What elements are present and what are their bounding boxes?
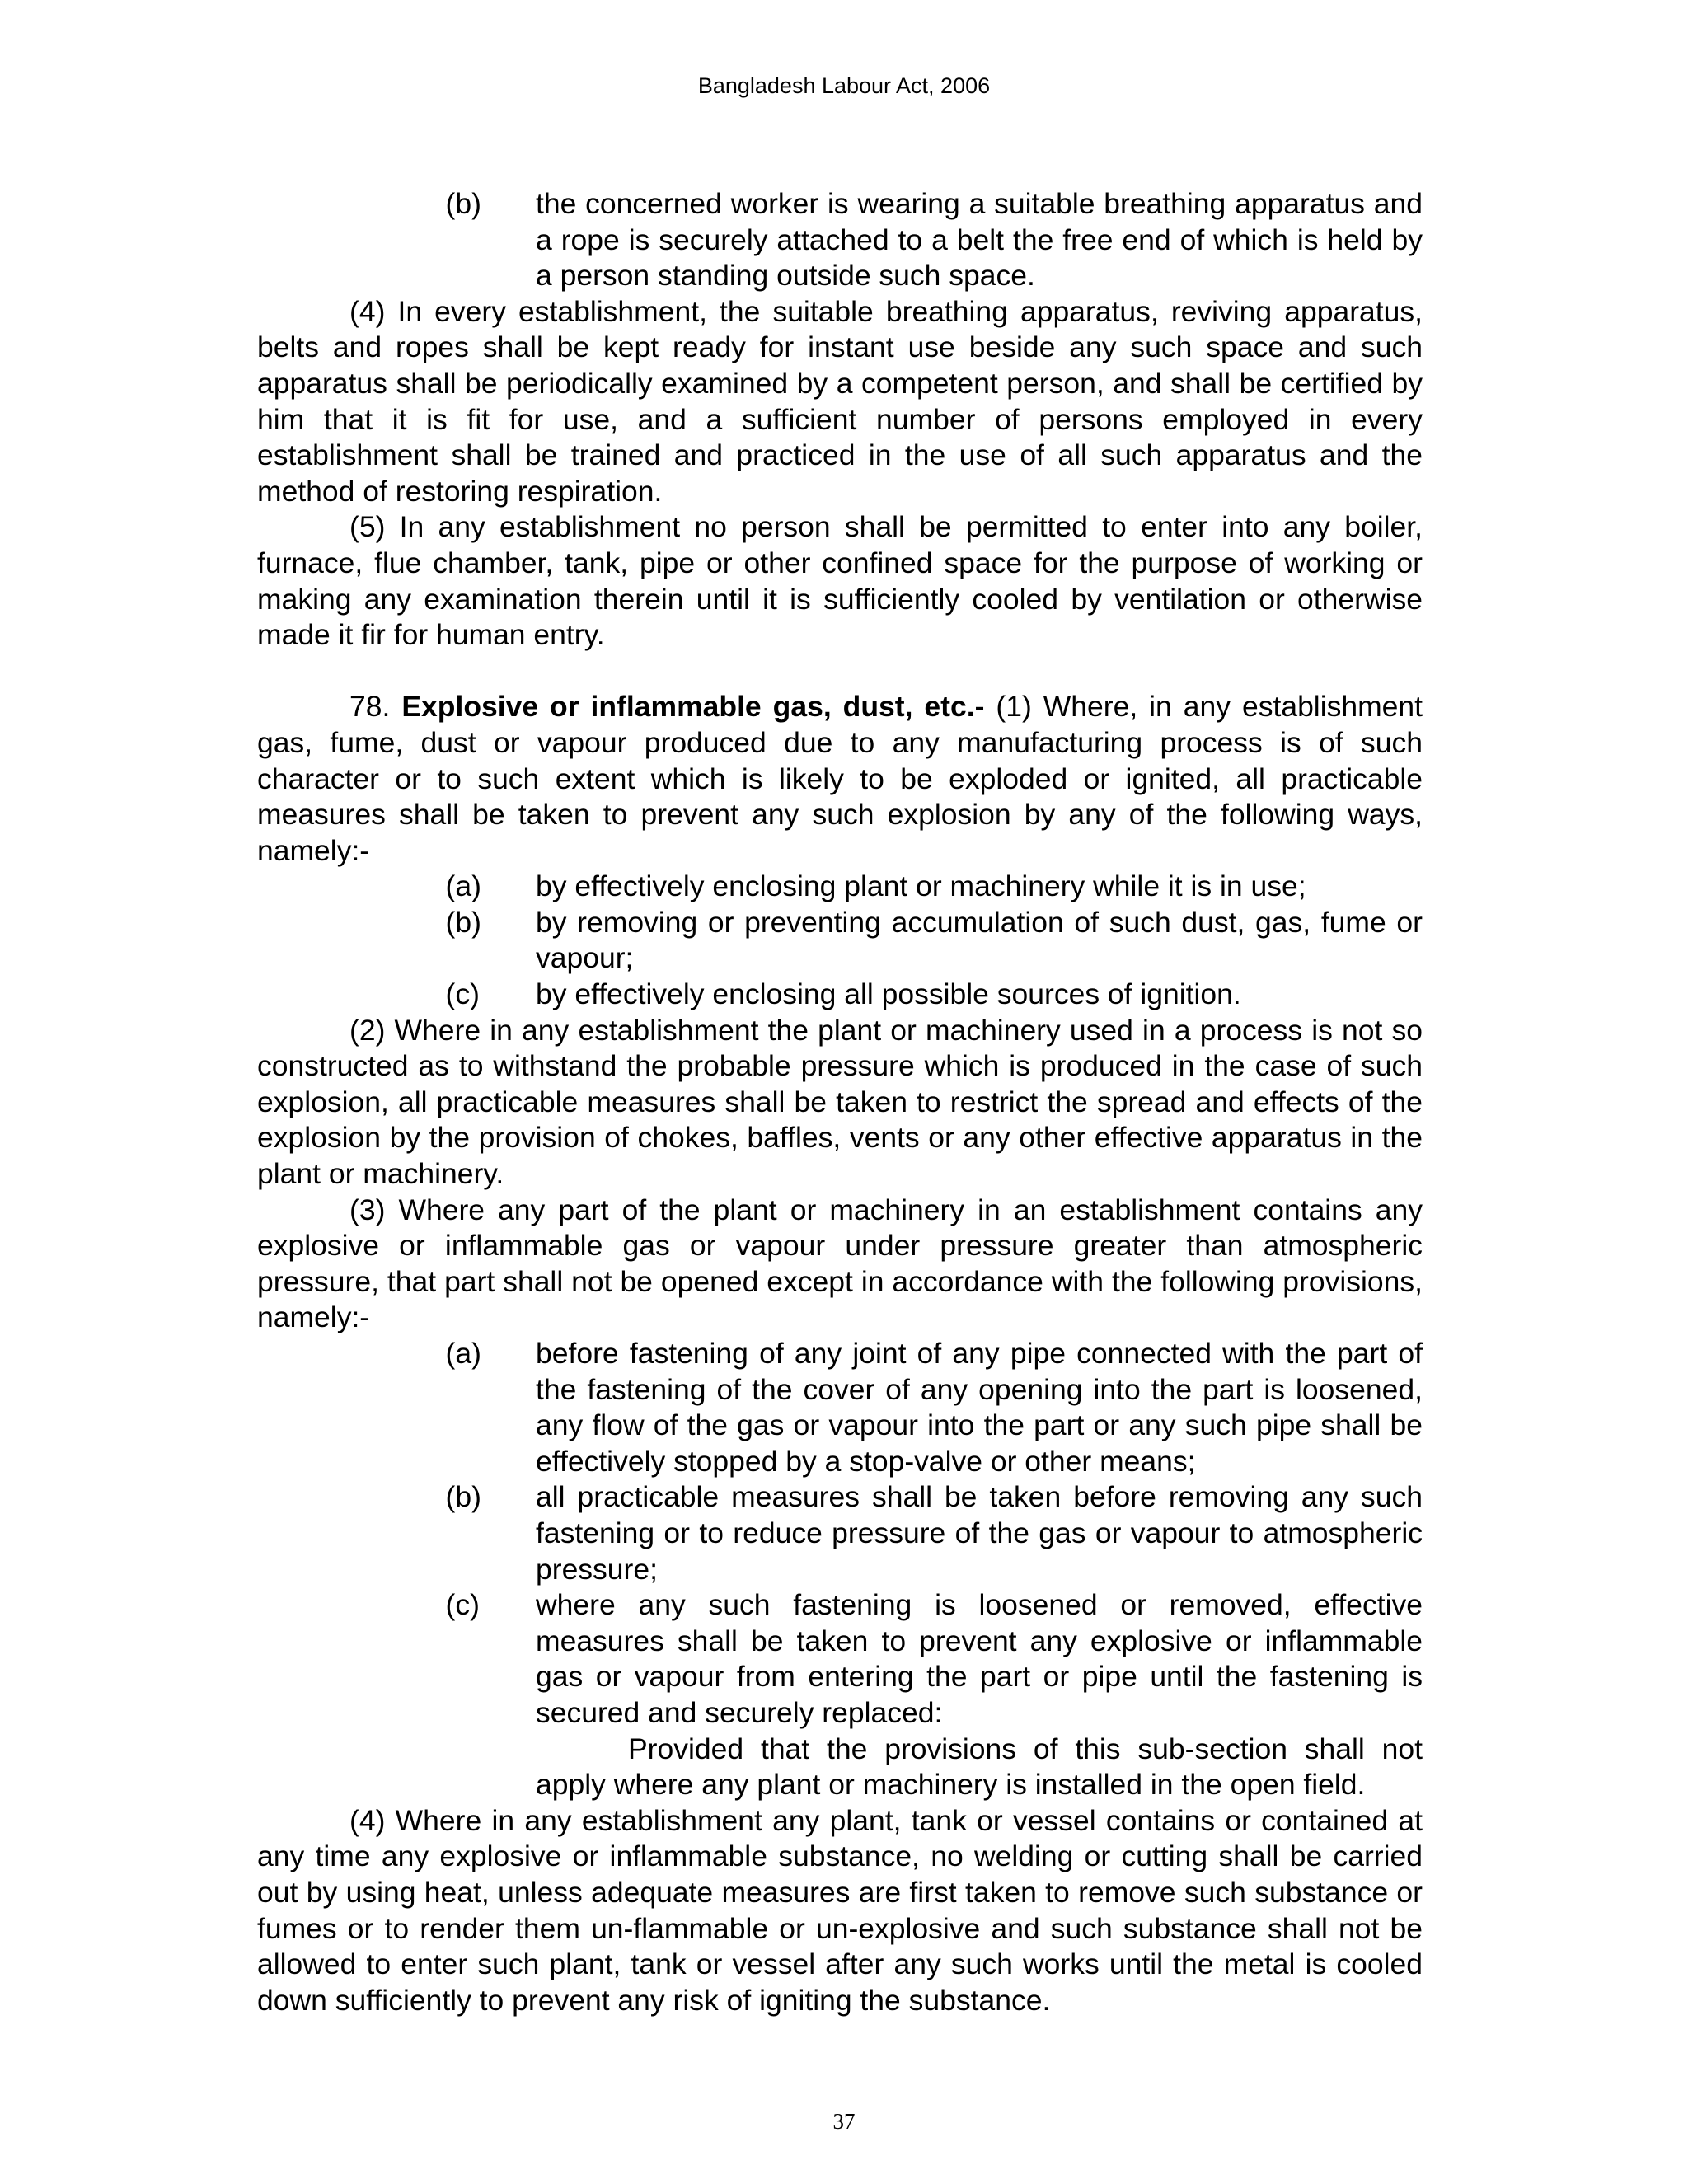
clause-text: where any such fastening is loosened or removed, effective measures shall be taken to prevent any explosive or inflammable gas or vapour from entering the part or pipe until the fastening is secured and securely replaced: — [536, 1588, 1423, 1729]
section-78-intro — [257, 689, 1423, 869]
clause-label: (a) — [445, 869, 481, 903]
subsection-78-4: (4) Where in any establishment any plant, tank or vessel contains or contained at any time any explosive or inflammable substance, no welding or cutting shall be carried out by using heat, unless adequate measures are first taken to remove such substance or fumes or to render them un-flammable or un-explosive and such substance shall not be allowed to enter such plant, tank or vessel after any such works until the metal is cooled down sufficiently to prevent any risk of igniting the substance. — [257, 1803, 1423, 2017]
clause-label: (c) — [445, 1588, 480, 1622]
clause-label: (b) — [445, 1480, 481, 1514]
section-heading: Explosive or inflammable gas, dust, etc.- — [401, 690, 985, 724]
clause-78-1-c — [257, 977, 1423, 1013]
clause-b-continued — [257, 186, 1423, 294]
proviso: Provided that the provisions of this sub-section shall not apply where any plant or machinery is installed in the open field. — [536, 1732, 1423, 1802]
clause-text: by effectively enclosing plant or machinery while it is in use; — [536, 869, 1306, 903]
section-gap — [257, 654, 1423, 690]
clause-78-1-a — [257, 869, 1423, 905]
clause-text: by removing or preventing accumulation of such dust, gas, fume or vapour; — [536, 905, 1423, 975]
clause-label: (a) — [445, 1337, 481, 1370]
clause-label: (c) — [445, 977, 480, 1011]
clause-label: (b) — [445, 187, 481, 220]
clause-label: (b) — [445, 905, 481, 939]
clause-text: all practicable measures shall be taken before removing any such fastening or to reduce pressure of the gas or vapour to atmospheric pressure; — [536, 1480, 1423, 1586]
section-number: 78. — [349, 690, 391, 724]
subsection-78-3: (3) Where any part of the plant or machinery in an establishment contains any explosive or inflammable gas or vapour under pressure greater than atmospheric pressure, that part shall not be opened except in accordance with the following provisions, namely:- — [257, 1193, 1423, 1334]
clause-78-3-c — [257, 1587, 1423, 1731]
clause-78-3-b — [257, 1479, 1423, 1587]
clause-text: by effectively enclosing all possible sources of ignition. — [536, 977, 1241, 1011]
subsection-78-2: (2) Where in any establishment the plant or machinery used in a process is not so constructed as to withstand the probable pressure which is produced in the case of such explosion, all practicable measures shall be taken to restrict the spread and effects of the explosion by the provision of chokes, baffles, vents or any other effective apparatus in the plant or machinery. — [257, 1013, 1423, 1191]
document-body — [257, 186, 1423, 2018]
clause-text: the concerned worker is wearing a suitable breathing apparatus and a rope is securely attached to a belt the free end of which is held by a person standing outside such space. — [536, 187, 1423, 293]
clause-78-1-b — [257, 905, 1423, 977]
section-78-1-text: (1) Where, in any establishment gas, fume, dust or vapour produced due to any manufacturing process is of such character or to such extent which is likely to be exploded or ignited, all practicable measures shall be taken to prevent any such explosion by any of the following ways, namely:- — [257, 690, 1423, 867]
clause-78-3-a — [257, 1336, 1423, 1479]
clause-text: before fastening of any joint of any pipe connected with the part of the fastening of the cover of any opening into the part is loosened, any flow of the gas or vapour into the part or any such pipe shall be effectively stopped by a stop-valve or other means; — [536, 1337, 1423, 1478]
page-number: 37 — [832, 2109, 856, 2134]
subsection-5: (5) In any establishment no person shall be permitted to enter into any boiler, furnace, flue chamber, tank, pipe or other confined space for the purpose of working or making any examination therein until it is sufficiently cooled by ventilation or otherwise made it fir for human entry. — [257, 510, 1423, 652]
subsection-4: (4) In every establishment, the suitable breathing apparatus, reviving apparatus, belts and ropes shall be kept ready for instant use beside any such space and such apparatus shall be periodically examined by a competent person, and shall be certified by him that it is fit for use, and a sufficient number of persons employed in every establishment shall be trained and practiced in the use of all such apparatus and the method of restoring respiration. — [257, 294, 1423, 508]
running-header: Bangladesh Labour Act, 2006 — [697, 73, 991, 98]
